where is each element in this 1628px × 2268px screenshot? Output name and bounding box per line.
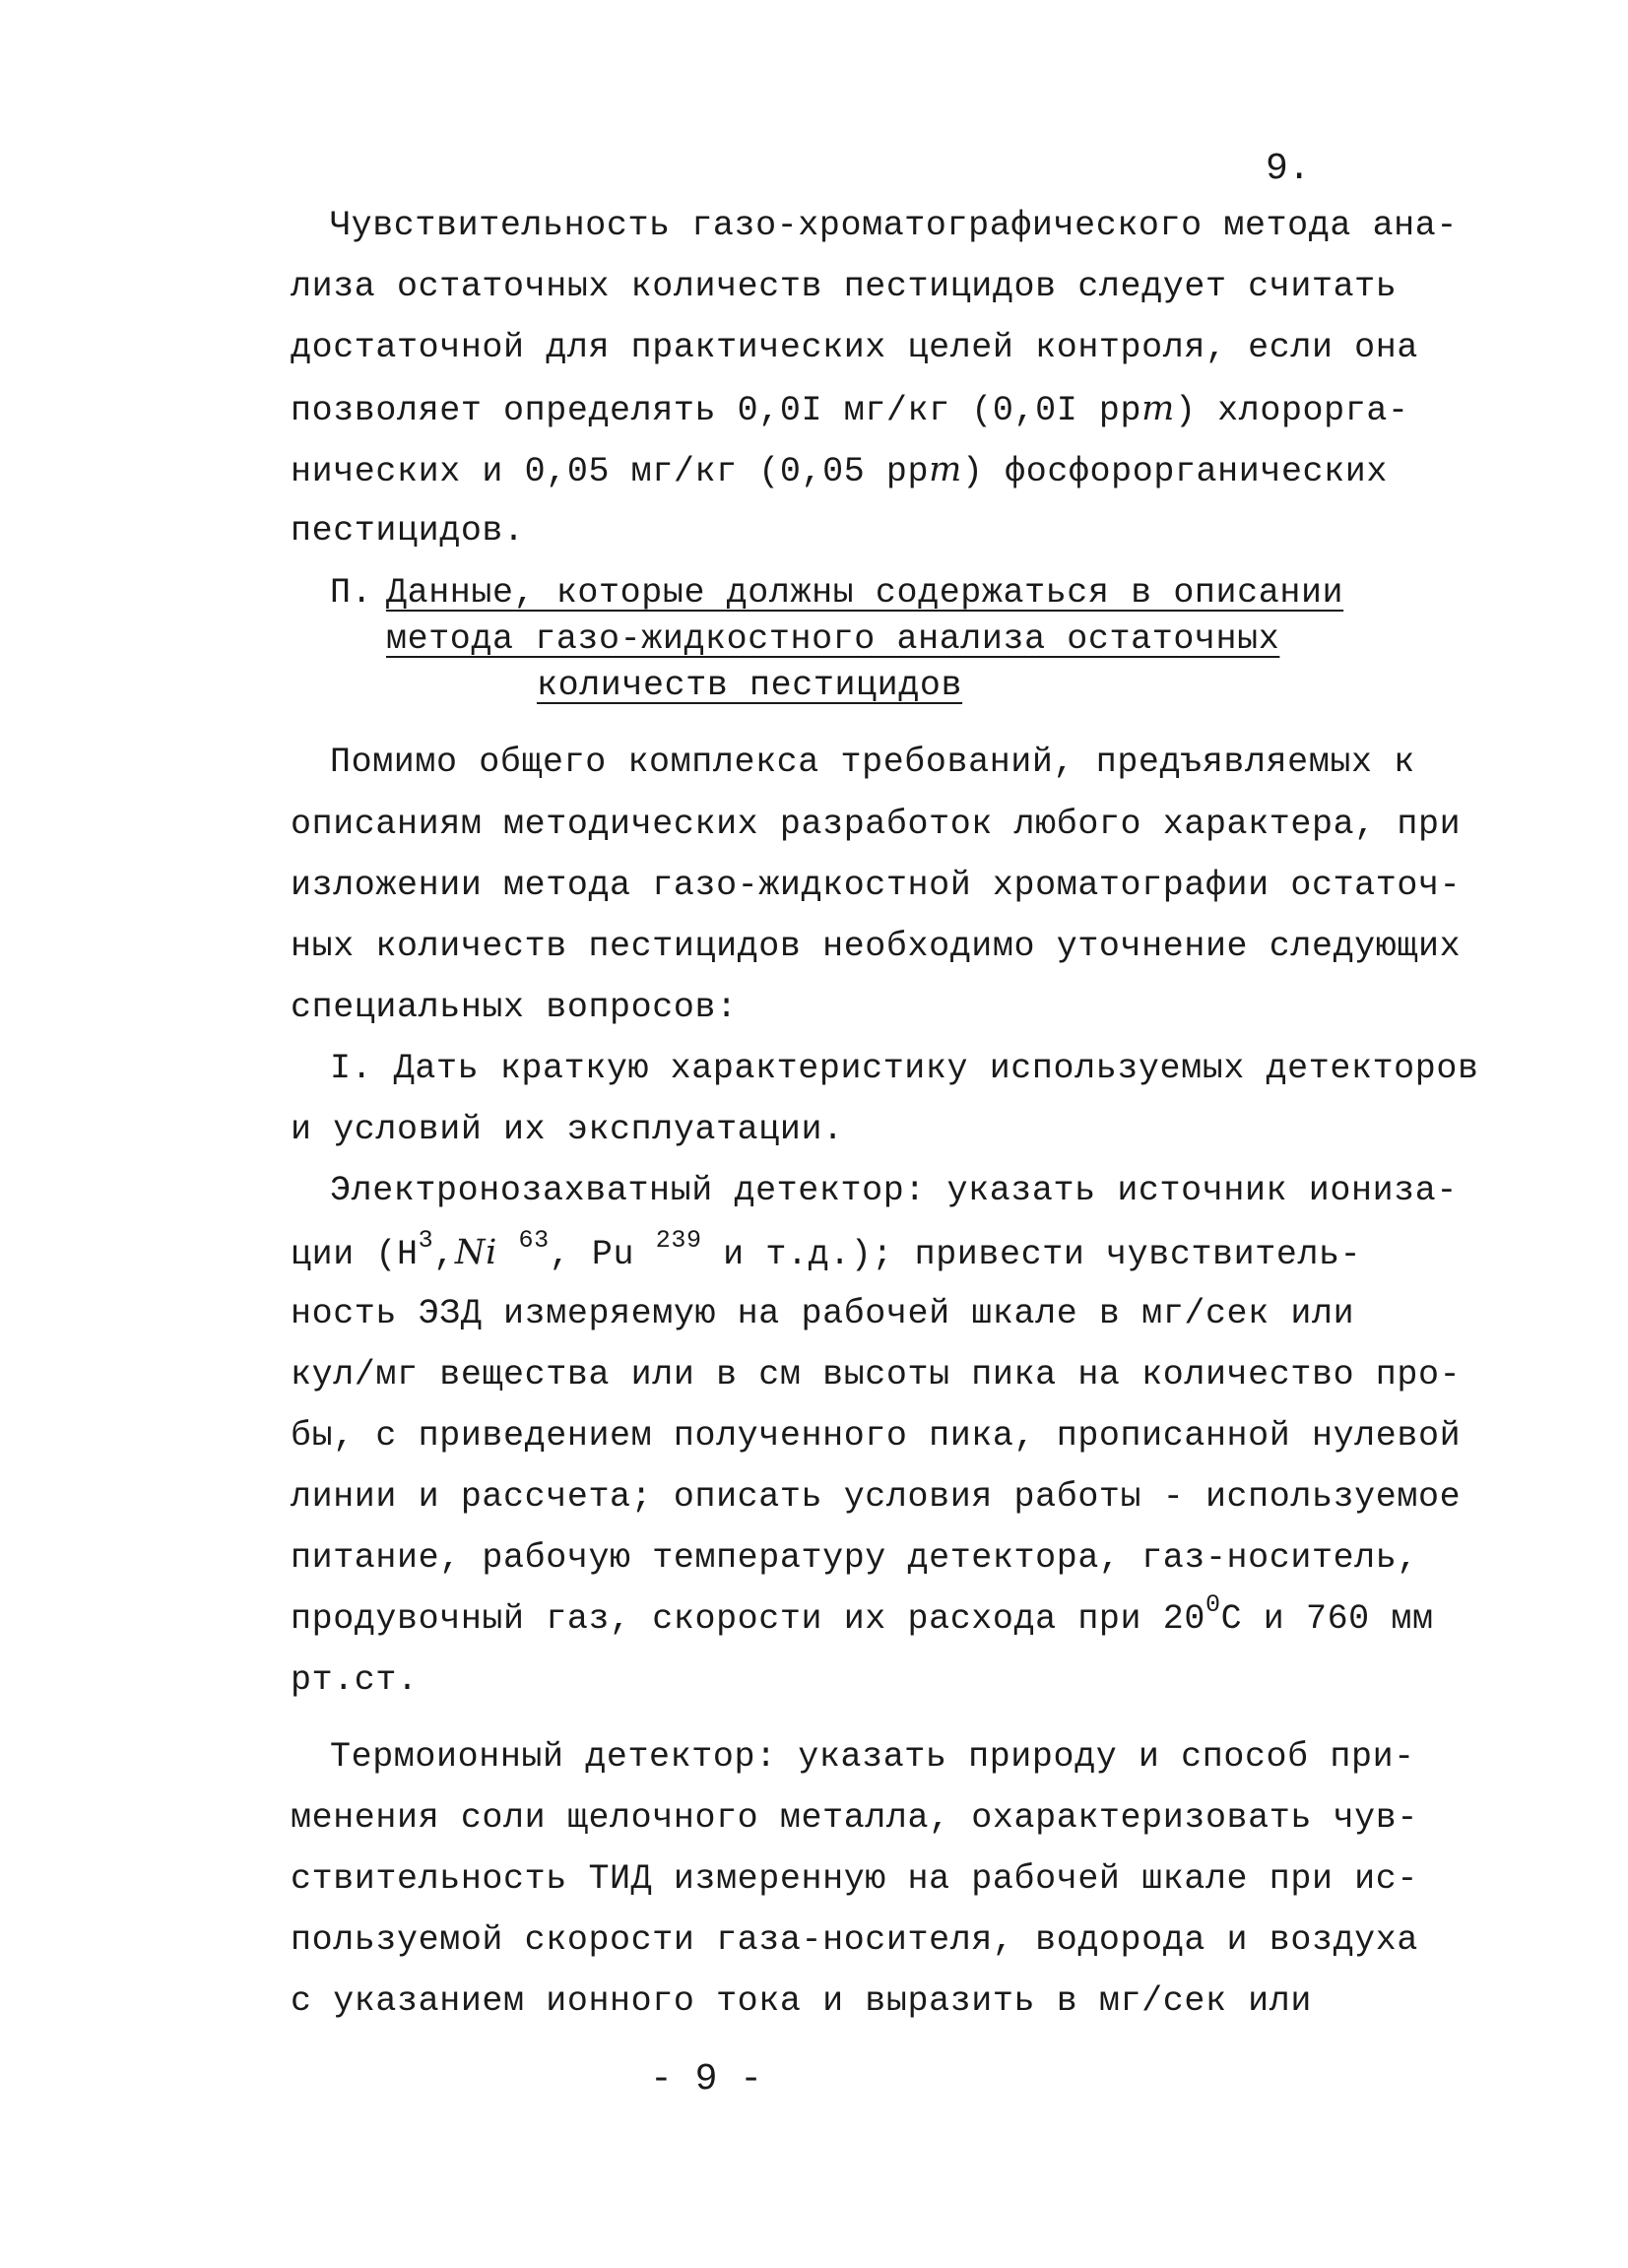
text-fragment: и т.д.); привести чувствитель- <box>701 1235 1362 1274</box>
section-number: П. <box>330 573 373 613</box>
paragraph-line: достаточной для практических целей контроля, если она <box>291 328 1418 367</box>
paragraph-line <box>291 1590 1434 1641</box>
paragraph-line: с указанием ионного тока и выразить в мг/сек или <box>291 1981 1312 2021</box>
paragraph-line: специальных вопросов: <box>291 988 738 1027</box>
superscript: 63 <box>518 1226 550 1256</box>
text-fragment: С и 760 мм <box>1220 1599 1434 1639</box>
text-fragment: , <box>433 1235 455 1274</box>
text-fragment: продувочный газ, скорости их расхода при 20 <box>291 1599 1205 1639</box>
page-footer: - 9 - <box>650 2058 763 2101</box>
list-item-line: I. Дать краткую характеристику используемых детекторов <box>330 1049 1479 1088</box>
superscript: 239 <box>655 1226 702 1256</box>
section-title-line: количеств пестицидов <box>537 666 963 705</box>
handwritten-unit: m <box>1141 389 1175 428</box>
paragraph-line: линии и рассчета; описать условия работы - используемое <box>291 1477 1462 1517</box>
paragraph-line: описаниям методических разработок любого характера, при <box>291 805 1462 844</box>
paragraph-line <box>291 387 1409 432</box>
paragraph-line: Помимо общего комплекса требований, предъявляемых к <box>330 743 1415 782</box>
paragraph-line: Электронозахватный детектор: указать источник иониза- <box>330 1171 1458 1210</box>
paragraph-line: лиза остаточных количеств пестицидов следует считать <box>291 267 1398 306</box>
list-item-line: и условий их эксплуатации. <box>291 1110 844 1149</box>
text-fragment: Pu <box>591 1235 635 1274</box>
paragraph-line: изложении метода газо-жидкостной хроматографии остаточ- <box>291 866 1462 905</box>
text-fragment: , <box>549 1235 592 1274</box>
paragraph-line: Чувствительность газо-хроматографического метода ана- <box>330 206 1458 245</box>
paragraph-line: ных количеств пестицидов необходимо уточнение следующих <box>291 927 1462 966</box>
superscript: 3 <box>418 1226 434 1256</box>
paragraph-line: рт.ст. <box>291 1660 419 1700</box>
text-fragment: ) хлорорга- <box>1174 391 1409 430</box>
text-fragment: ции (Н <box>291 1235 419 1274</box>
section-title-line: метода газо-жидкостного анализа остаточных <box>386 619 1280 659</box>
handwritten-element: Ni <box>454 1233 497 1272</box>
text-fragment: позволяет определять 0,0I мг/кг (0,0I pp <box>291 391 1142 430</box>
paragraph-line: бы, с приведением полученного пика, прописанной нулевой <box>291 1416 1462 1456</box>
section-title-line: Данные, которые должны содержаться в описании <box>386 573 1344 613</box>
paragraph-line <box>291 1226 1362 1276</box>
paragraph-line: Термоионный детектор: указать природу и способ при- <box>330 1737 1415 1777</box>
page-number: 9. <box>1266 148 1311 190</box>
handwritten-unit: m <box>929 450 962 489</box>
text-fragment: ) фосфорорганических <box>961 452 1388 491</box>
paragraph-line: ность ЭЗД измеряемую на рабочей шкале в мг/сек или <box>291 1294 1355 1333</box>
paragraph-line: ствительность ТИД измеренную на рабочей шкале при ис- <box>291 1859 1418 1899</box>
paragraph-line <box>291 448 1388 493</box>
text-fragment: нических и 0,05 мг/кг (0,05 pp <box>291 452 930 491</box>
paragraph-line: кул/мг вещества или в см высоты пика на количество про- <box>291 1355 1462 1394</box>
paragraph-line: питание, рабочую температуру детектора, газ-носитель, <box>291 1538 1418 1578</box>
paragraph-line: пользуемой скорости газа-носителя, водорода и воздуха <box>291 1920 1418 1960</box>
paragraph-line: менения соли щелочного металла, охарактеризовать чув- <box>291 1798 1418 1838</box>
paragraph-line-end: пестицидов. <box>291 511 525 551</box>
superscript: 0 <box>1205 1590 1221 1620</box>
